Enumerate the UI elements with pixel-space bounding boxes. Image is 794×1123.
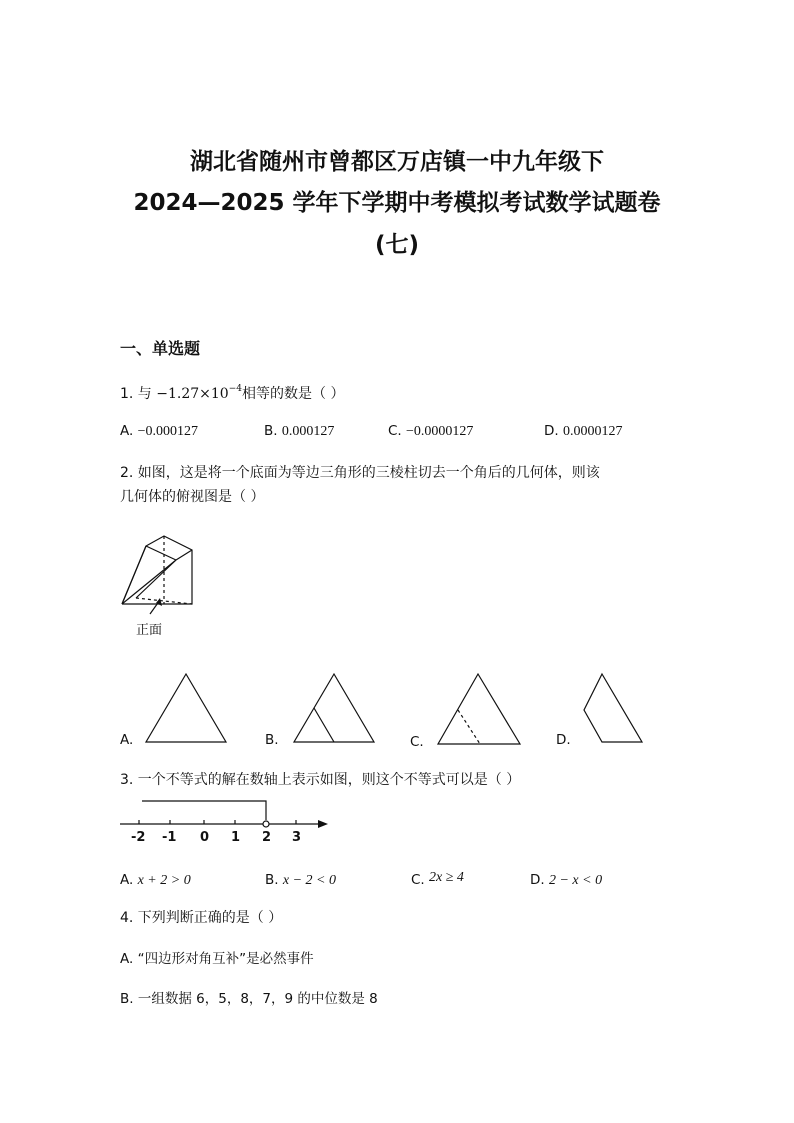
prism-diagonal-1 bbox=[136, 560, 176, 598]
q3-option-c-label: C. bbox=[411, 872, 425, 888]
question-2-line1: 2. 如图，这是将一个底面为等边三角形的三棱柱切去一个角后的几何体，则该 bbox=[120, 465, 600, 481]
q1-option-b-label: B. bbox=[264, 423, 278, 439]
q2-option-d-label[interactable]: D. bbox=[556, 732, 571, 748]
q2-option-c-figure[interactable] bbox=[432, 668, 526, 748]
q4-option-b[interactable] bbox=[120, 987, 378, 1007]
q2-option-a-figure[interactable] bbox=[140, 668, 234, 748]
q2-option-c-label[interactable]: C. bbox=[410, 734, 424, 750]
front-label: 正面 bbox=[136, 623, 163, 638]
prism-cut-edge bbox=[122, 546, 146, 604]
q4-option-b-label: B. bbox=[120, 991, 134, 1007]
q4-option-a-value: “四边形对角互补”是必然事件 bbox=[137, 951, 314, 967]
triangle-shape bbox=[146, 674, 226, 742]
q4-option-a-label: A. bbox=[120, 951, 134, 967]
q4-option-b-value: 一组数据 6，5，8，7，9 的中位数是 8 bbox=[137, 991, 378, 1007]
quadrilateral-shape bbox=[584, 674, 642, 742]
q2-option-b-figure[interactable] bbox=[288, 668, 382, 748]
open-endpoint bbox=[263, 821, 269, 827]
q1-option-a-label: A. bbox=[120, 423, 134, 439]
q2-option-b-label[interactable]: B. bbox=[265, 732, 279, 748]
q2-option-a-label[interactable]: A. bbox=[120, 732, 134, 748]
q3-option-c[interactable] bbox=[411, 872, 464, 889]
q1-option-c-value: −0.0000127 bbox=[406, 424, 474, 439]
q1-option-d-label: D. bbox=[544, 423, 559, 439]
q1-option-a-value: −0.000127 bbox=[137, 424, 198, 439]
question-1 bbox=[120, 383, 344, 403]
question-1-expr-exponent: −4 bbox=[228, 384, 242, 394]
q3-option-d[interactable] bbox=[530, 872, 602, 889]
exam-title-line3: (七) bbox=[374, 232, 420, 258]
solution-bracket bbox=[142, 801, 266, 820]
triangle-dashed-line bbox=[458, 710, 480, 744]
q4-option-a[interactable] bbox=[120, 947, 314, 967]
q3-option-d-value: 2 − x < 0 bbox=[548, 873, 603, 888]
prism-top-edge-2 bbox=[176, 550, 192, 560]
question-4: 4. 下列判断正确的是（ ） bbox=[120, 910, 283, 926]
q3-option-a-value: x + 2 > 0 bbox=[137, 873, 191, 888]
prism-diagonal-2 bbox=[122, 560, 176, 604]
q3-option-a-label: A. bbox=[120, 872, 134, 888]
question-1-expression bbox=[156, 386, 242, 402]
q3-option-d-label: D. bbox=[530, 872, 545, 888]
axis-label-2: 2 bbox=[262, 830, 272, 844]
question-1-suffix: 相等的数是（ ） bbox=[242, 386, 345, 402]
q3-option-a[interactable] bbox=[120, 872, 191, 889]
question-1-prefix: 1. 与 bbox=[120, 386, 152, 402]
question-1-expr-base: −1.27×10 bbox=[156, 386, 229, 402]
section-heading: 一、单选题 bbox=[120, 339, 201, 358]
axis-label-1: 1 bbox=[231, 830, 241, 844]
triangle-shape bbox=[438, 674, 520, 744]
number-line-figure bbox=[118, 796, 332, 844]
q3-option-b[interactable] bbox=[265, 872, 336, 889]
exam-title-line2: 2024—2025 学年下学期中考模拟考试数学试题卷 bbox=[133, 190, 661, 216]
prism-top-edge bbox=[146, 546, 176, 560]
prism-figure bbox=[116, 528, 206, 642]
prism-outline bbox=[122, 536, 192, 604]
q3-option-c-value: 2x ≥ 4 bbox=[429, 870, 464, 885]
question-2-line2: 几何体的俯视图是（ ） bbox=[120, 489, 265, 505]
exam-title-line1: 湖北省随州市曾都区万店镇一中九年级下 bbox=[190, 149, 604, 175]
axis-label-3: 3 bbox=[292, 830, 302, 844]
question-3: 3. 一个不等式的解在数轴上表示如图，则这个不等式可以是（ ） bbox=[120, 772, 521, 788]
q1-option-b-value: 0.000127 bbox=[281, 424, 335, 439]
q3-option-b-value: x − 2 < 0 bbox=[282, 873, 336, 888]
q1-option-c[interactable] bbox=[388, 423, 473, 440]
q1-option-d-value: 0.0000127 bbox=[562, 424, 623, 439]
q1-option-c-label: C. bbox=[388, 423, 402, 439]
q2-option-d-figure[interactable] bbox=[578, 668, 648, 748]
triangle-shape bbox=[294, 674, 374, 742]
axis-arrow bbox=[318, 820, 328, 828]
axis-label-0: 0 bbox=[200, 830, 210, 844]
q1-option-a[interactable] bbox=[120, 423, 198, 440]
triangle-solid-line bbox=[314, 708, 334, 742]
axis-label-neg1: -1 bbox=[162, 830, 177, 844]
q1-option-d[interactable] bbox=[544, 423, 622, 440]
q3-option-b-label: B. bbox=[265, 872, 279, 888]
axis-label-neg2: -2 bbox=[131, 830, 146, 844]
q1-option-b[interactable] bbox=[264, 423, 334, 440]
